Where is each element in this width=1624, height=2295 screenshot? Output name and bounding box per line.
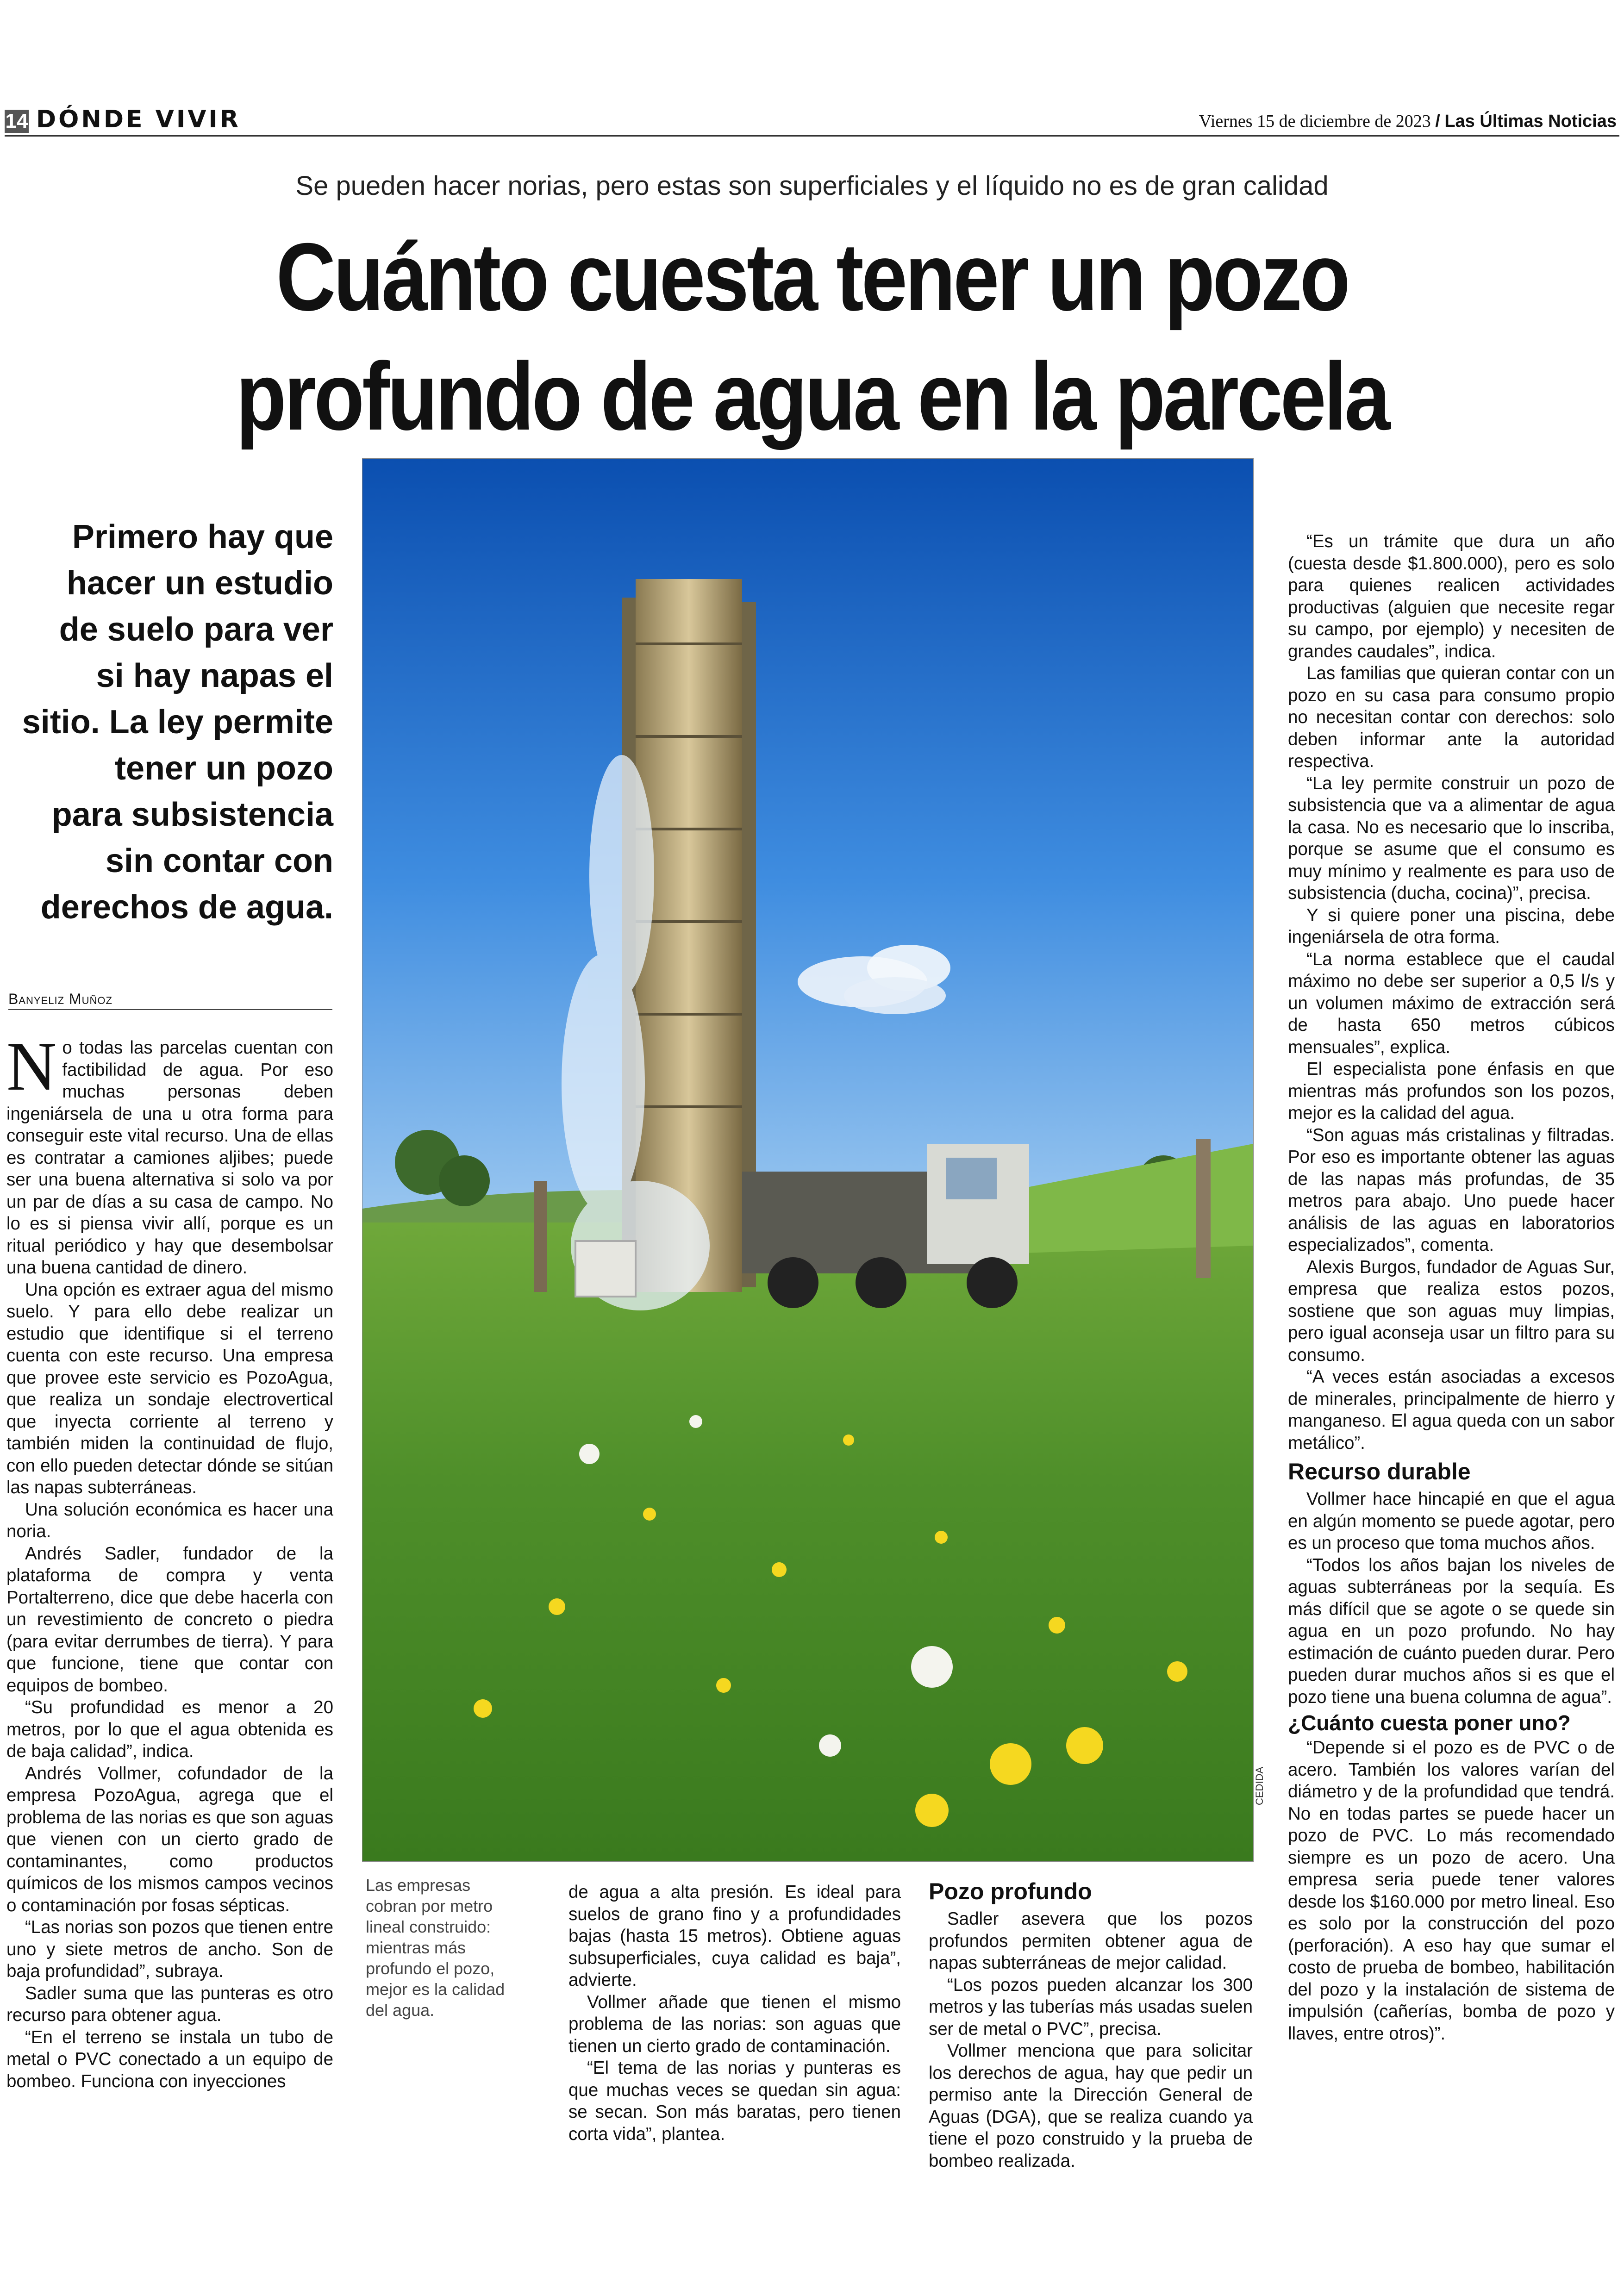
lead-line: si hay napas el xyxy=(96,657,333,694)
paragraph: “Los pozos pueden alcanzar los 300 metros y las tuberías más usadas suelen ser de metal o PVC”, precisa. xyxy=(929,1975,1253,2039)
date-text: Viernes 15 de diciembre de 2023 xyxy=(1199,112,1431,131)
paragraph: Las familias que quieran contar con un pozo en su casa para consumo propio no necesitan contar con derechos: solo deben informar ante la autoridad respectiva. xyxy=(1288,663,1615,771)
paragraph: “Su profundidad es menor a 20 metros, por lo que el agua obtenida es de baja calidad”, indica. xyxy=(6,1697,333,1761)
paragraph: de agua a alta presión. Es ideal para suelos de grano fino y a profundidades bajas (hasta 15 metros). Obtiene aguas subsuperficiales, cuya calidad es baja”, advierte. xyxy=(568,1882,901,1990)
paragraph: No todas las parcelas cuentan con factibilidad de agua. Por eso muchas personas deben ingeniársela de una u otra forma para conseguir este vital recurso. Una de ellas es contratar a camiones aljibes; puede ser una buena alternativa si solo va por un par de días a su casa de campo. No lo es si piensa vivir allí, porque es un ritual periódico y hay que desembolsar una buena cantidad de dinero. xyxy=(6,1028,333,1278)
kicker: Se pueden hacer norias, pero estas son superficiales y el líquido no es de gran calidad xyxy=(295,171,1329,201)
paragraph: Sadler suma que las punteras es otro recurso para obtener agua. xyxy=(6,1983,333,2025)
headline-line-2: profundo de agua en la parcela xyxy=(236,343,1388,450)
paragraph: “En el terreno se instala un tubo de metal o PVC conectado a un equipo de bombeo. Funciona con inyecciones xyxy=(6,2027,333,2091)
paragraph: “Las norias son pozos que tienen entre uno y siete metros de ancho. Son de baja profundidad”, subraya. xyxy=(6,1917,333,1981)
drilling-rig-photo xyxy=(362,459,1253,1861)
paragraph: “A veces están asociadas a excesos de minerales, principalmente de hierro y manganeso. El agua queda con un sabor metálico”. xyxy=(1288,1367,1615,1453)
lead-line: hacer un estudio xyxy=(66,565,333,602)
article-column-4 xyxy=(929,1874,1253,2172)
paragraph: Vollmer añade que tienen el mismo problema de las norias: son aguas que tienen un cierto grado de contaminación. xyxy=(568,1992,901,2056)
paragraph: Sadler asevera que los pozos profundos permiten obtener agua de napas subterráneas de mejor calidad. xyxy=(929,1909,1253,1973)
paragraph: “Son aguas más cristalinas y filtradas. Por eso es importante obtener las aguas de las napas más profundas, de 35 metros para abajo. Uno puede hacer análisis de las aguas en laboratorios especializados”, comenta. xyxy=(1288,1125,1615,1255)
issue-date xyxy=(1199,111,1617,131)
header-rule xyxy=(5,135,1619,137)
lead-line: Primero hay que xyxy=(72,518,333,555)
paragraph: “Depende si el pozo es de PVC o de acero. También los valores varían del diámetro y de la profundidad que tendrá. No en todas partes se puede hacer un pozo de PVC. Lo más recomendado siempre es un pozo de acero. Una empresa seria puede tener valores desde los $160.000 por metro lineal. Eso es solo por la construcción del pozo (perforación). A eso hay que sumar el costo de prueba de bombeo, habilitación del pozo y la instalación de sistema de impulsión (cañerías, bomba de pozo y llaves, entre otros)”. xyxy=(1288,1738,1615,2044)
photo-caption: Las empresas cobran por metro lineal construido: mientras más profundo el pozo, mejor es la calidad del agua. xyxy=(366,1876,505,2020)
article-column-1 xyxy=(6,1028,333,2092)
article-photo xyxy=(362,458,1254,1862)
lead-summary xyxy=(19,514,333,930)
byline: Banyeliz Muñoz xyxy=(8,991,112,1007)
lead-line: de suelo para ver xyxy=(59,611,333,648)
lead-line: derechos de agua. xyxy=(40,889,333,926)
paragraph: El especialista pone énfasis en que mientras más profundos son los pozos, mejor es la calidad del agua. xyxy=(1288,1059,1615,1123)
page-number: 14 xyxy=(5,110,28,132)
paragraph: Andrés Sadler, fundador de la plataforma de compra y venta Portalterreno, dice que debe hacerla con un revestimiento de concreto o piedra (para evitar derrumbes de tierra). Y para que funcione, tiene que contar con equipos de bombeo. xyxy=(6,1543,333,1696)
paragraph: Andrés Vollmer, cofundador de la empresa PozoAgua, agrega que el problema de las norias es que son aguas que vienen con un cierto grado de contaminantes, como productos químicos de los mismos campos vecinos o contaminación por fosas sépticas. xyxy=(6,1763,333,1915)
paragraph: Vollmer menciona que para solicitar los derechos de agua, hay que pedir un permiso ante la Dirección General de Aguas (DGA), que se realiza cuando ya tiene el pozo construido y la prueba de bombeo realizada. xyxy=(929,2041,1253,2171)
date-separator: / xyxy=(1435,112,1440,131)
article-column-3 xyxy=(568,1881,901,2145)
paragraph: Una solución económica es hacer una noria. xyxy=(6,1499,333,1541)
paragraph: “El tema de las norias y punteras es que muchas veces se quedan sin agua: se secan. Son más baratas, pero tienen corta vida”, plantea. xyxy=(568,2058,901,2144)
subhead-recurso-durable: Recurso durable xyxy=(1288,1459,1471,1484)
headline-line-1: Cuánto cuesta tener un pozo xyxy=(276,224,1348,331)
paragraph: “Todos los años bajan los niveles de aguas subterráneas por la sequía. Es más difícil que se agote o se quede sin agua en un pozo profundo. No hay estimación de cuánto pueden durar. Pero pueden durar muchos años si es que el pozo tiene una buena columna de agua”. xyxy=(1288,1555,1615,1707)
paragraph: “Es un trámite que dura un año (cuesta desde $1.800.000), pero es solo para quienes realicen actividades productivas (alguien que necesite regar su campo, por ejemplo) y necesiten de grandes caudales”, indica. xyxy=(1288,531,1615,661)
publication-name: Las Últimas Noticias xyxy=(1444,112,1617,131)
photo-credit: CEDIDA xyxy=(1254,1766,1265,1805)
paragraph: Vollmer hace hincapié en que el agua en algún momento se puede agotar, pero es un proceso que toma muchos años. xyxy=(1288,1489,1615,1553)
paragraph: Alexis Burgos, fundador de Aguas Sur, empresa que realiza estos pozos, sostiene que son aguas muy limpias, pero igual aconseja usar un filtro para su consumo. xyxy=(1288,1257,1615,1365)
lead-line: sin contar con xyxy=(105,842,333,879)
paragraph: “La ley permite construir un pozo de subsistencia que va a alimentar de agua la casa. No es necesario que lo inscriba, porque se asume que el consumo es muy mínimo y realmente es para uso de subsistencia (ducha, cocina)”, precisa. xyxy=(1288,773,1615,903)
byline-rule xyxy=(8,1009,332,1010)
lead-line: sitio. La ley permite xyxy=(22,704,333,741)
paragraph: Una opción es extraer agua del mismo suelo. Y para ello debe realizar un estudio que identifique si el terreno cuenta con este recurso. Una empresa que provee este servicio es PozoAgua, que realiza un sondaje electrovertical que inyecta corriente al terreno y también miden la continuidad de flujo, con ello pueden detectar dónde se sitúan las napas subterráneas. xyxy=(6,1279,333,1497)
article-column-5 xyxy=(1288,530,1615,2045)
lead-line: para subsistencia xyxy=(51,796,333,833)
section-title: DÓNDE VIVIR xyxy=(36,106,241,133)
subhead-pozo-profundo: Pozo profundo xyxy=(929,1878,1092,1904)
paragraph: Y si quiere poner una piscina, debe ingeniársela de otra forma. xyxy=(1288,905,1615,947)
lead-line: tener un pozo xyxy=(115,750,333,787)
subhead-cuanto-cuesta: ¿Cuánto cuesta poner uno? xyxy=(1288,1711,1571,1735)
headline xyxy=(114,218,1511,456)
paragraph: “La norma establece que el caudal máximo no debe ser superior a 0,5 l/s y un volumen máximo de extracción será de hasta 650 metros cúbicos mensuales”, explica. xyxy=(1288,949,1615,1057)
